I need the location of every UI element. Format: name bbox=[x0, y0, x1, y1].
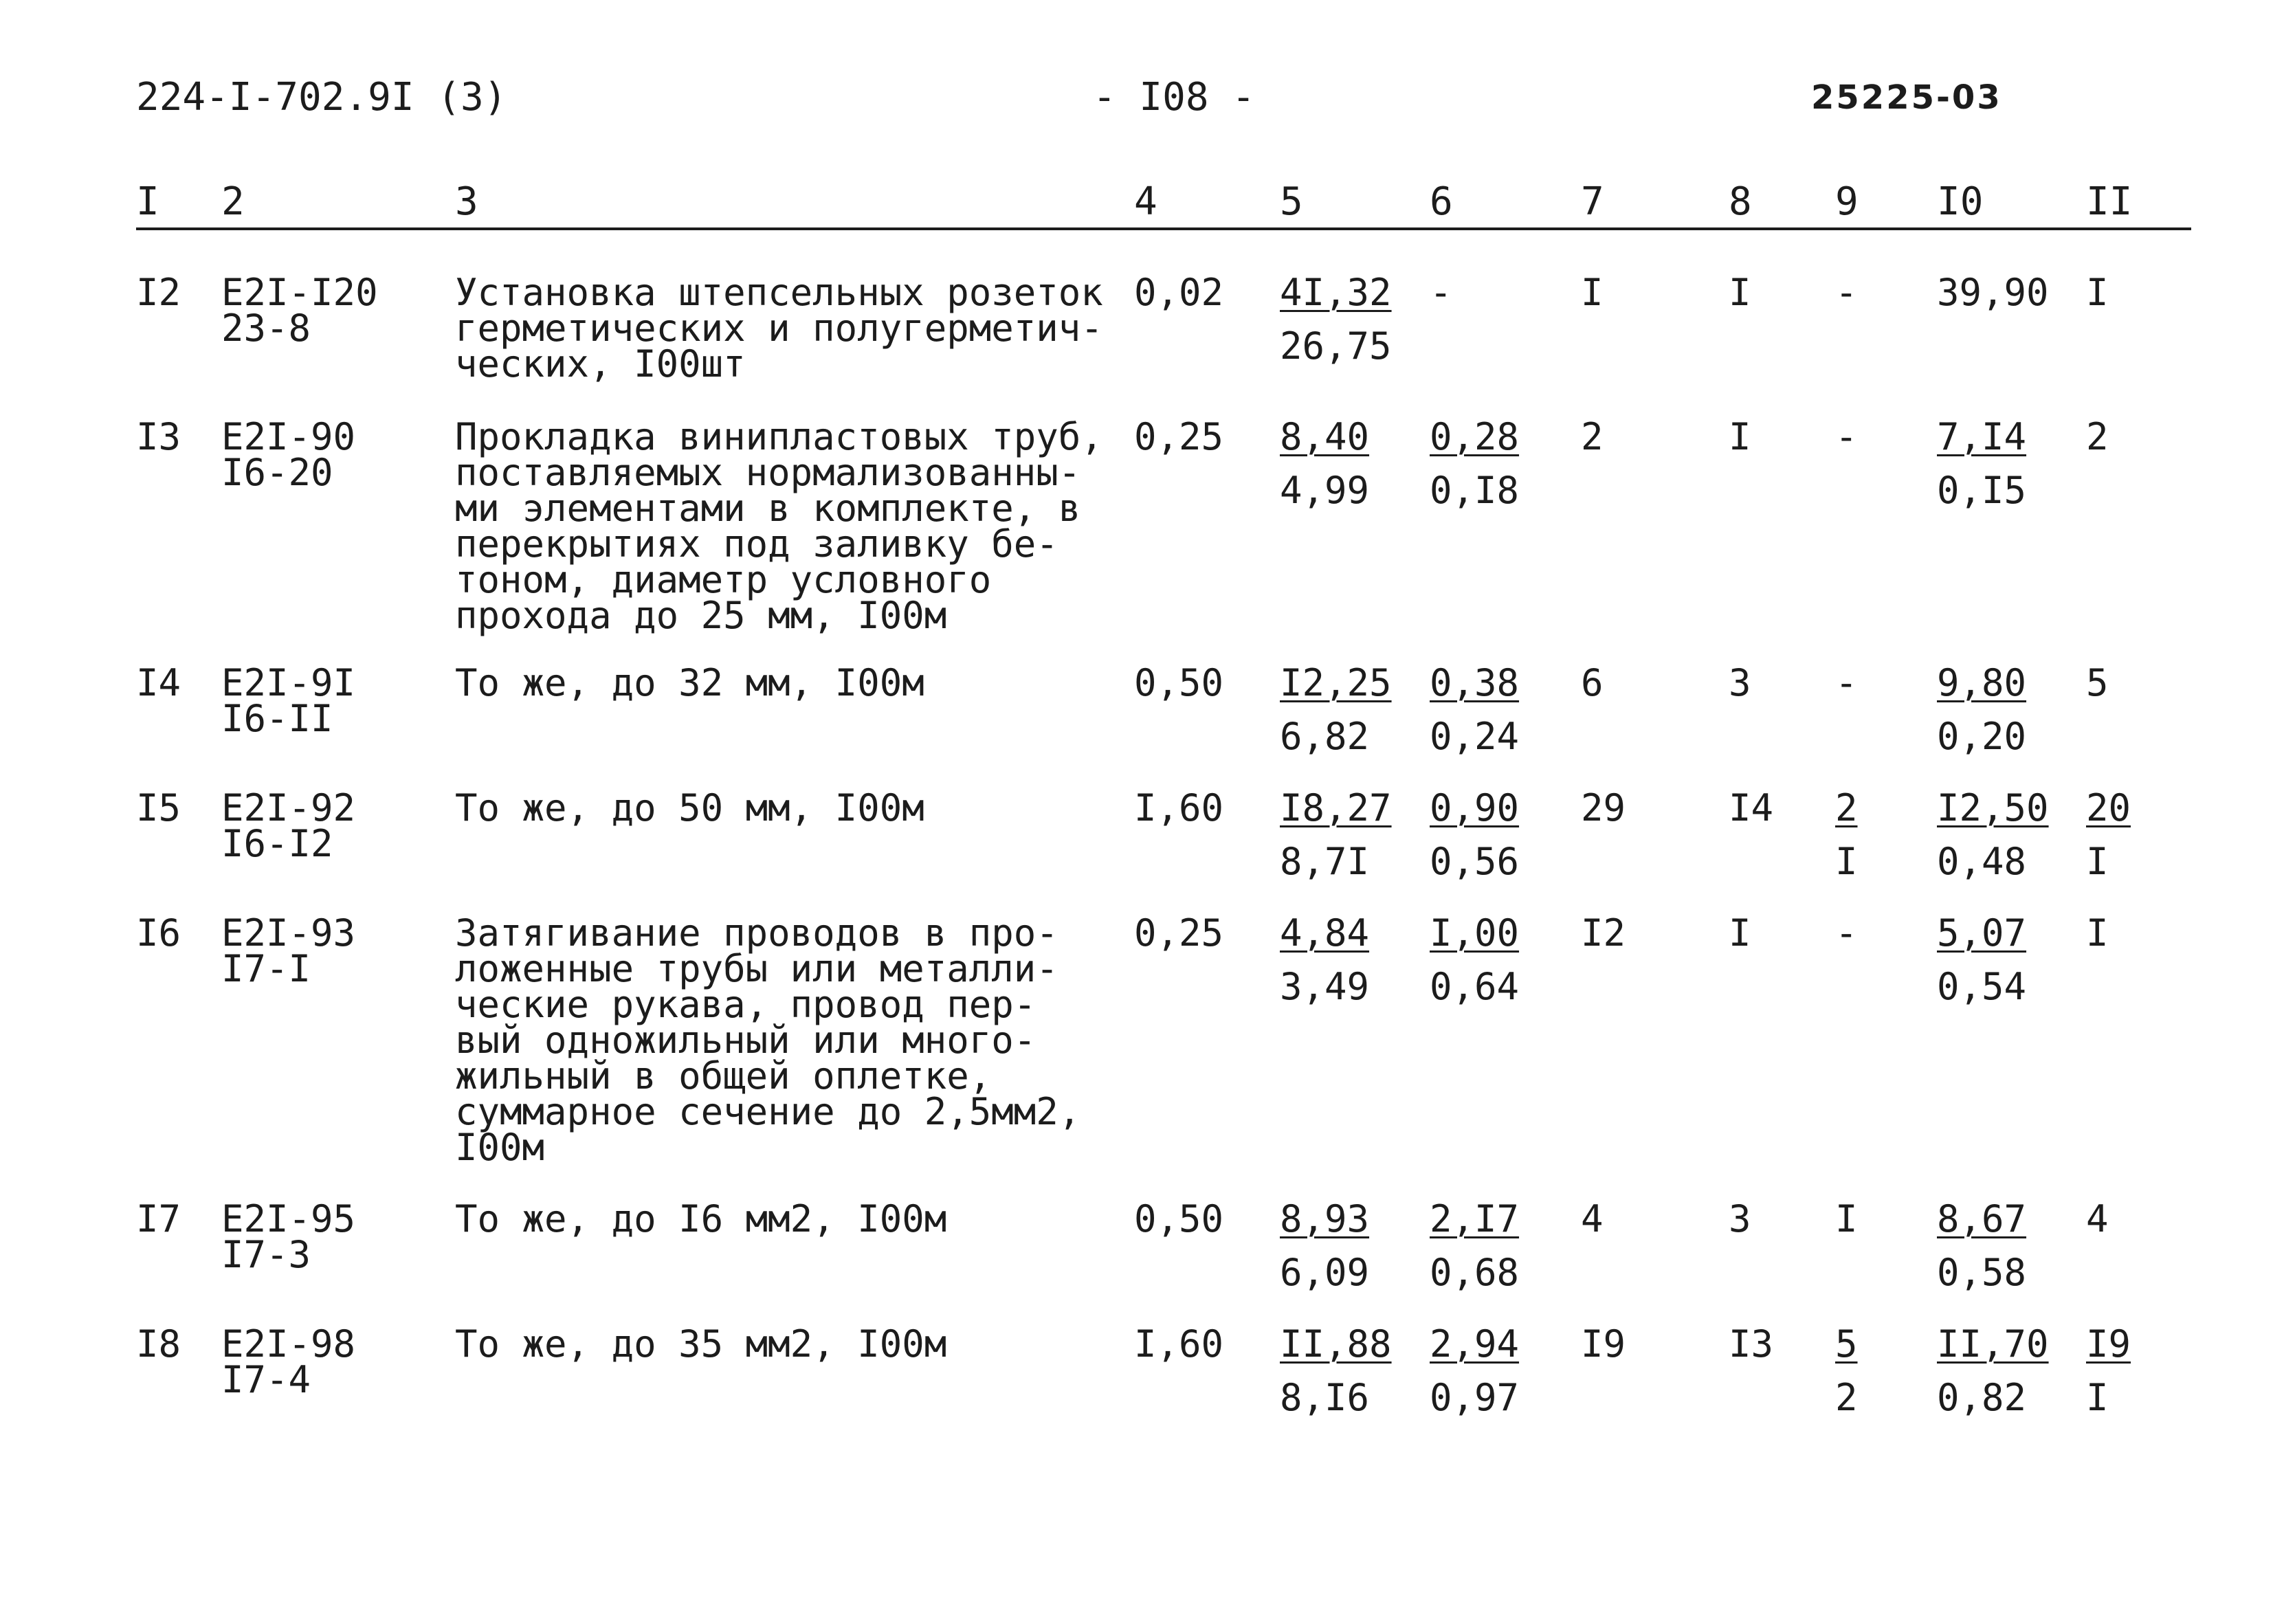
c9-denominator: 2 bbox=[1835, 1376, 1858, 1419]
work-description-line: ложенные трубы или металли- bbox=[455, 947, 1058, 990]
c11-numerator: I bbox=[2086, 271, 2109, 314]
c11-numerator: 20 bbox=[2086, 786, 2131, 830]
col7-value: I9 bbox=[1581, 1322, 1626, 1366]
c6-numerator: 0,38 bbox=[1430, 661, 1520, 704]
norm-code-sub: I6-I2 bbox=[221, 822, 333, 865]
c11-numerator: 2 bbox=[2086, 415, 2109, 458]
document-code: 224-I-702.9I (3) bbox=[136, 75, 507, 120]
work-description-line: поставляемых нормализованны- bbox=[455, 451, 1081, 494]
norm-code: E2I-93 bbox=[221, 911, 356, 955]
column-header-6: 6 bbox=[1430, 179, 1453, 224]
col7-value: 2 bbox=[1581, 415, 1604, 458]
c11-numerator: 4 bbox=[2086, 1197, 2109, 1241]
c11-numerator: 5 bbox=[2086, 661, 2109, 704]
col8-value: 3 bbox=[1729, 661, 1751, 704]
work-description-line: То же, до 32 мм, I00м bbox=[455, 661, 924, 704]
work-description-line: То же, до 50 мм, I00м bbox=[455, 786, 924, 830]
c5-numerator: 4,84 bbox=[1280, 911, 1370, 955]
norm-code-sub: I6-II bbox=[221, 697, 333, 740]
work-description-line: Установка штепсельных розеток bbox=[455, 271, 1103, 314]
work-description-line: вый одножильный или много- bbox=[455, 1019, 1036, 1062]
c9-denominator: I bbox=[1835, 840, 1858, 883]
c6-numerator: - bbox=[1430, 271, 1452, 314]
c10-denominator: 0,I5 bbox=[1937, 469, 2027, 512]
row-number: I5 bbox=[136, 786, 181, 830]
column-header-10: I0 bbox=[1937, 179, 1984, 224]
col4-value: 0,50 bbox=[1134, 1197, 1224, 1241]
c11-numerator: I bbox=[2086, 911, 2109, 955]
c5-denominator: 4,99 bbox=[1280, 469, 1370, 512]
work-description-line: То же, до 35 мм2, I00м bbox=[455, 1322, 947, 1366]
c5-denominator: 8,7I bbox=[1280, 840, 1370, 883]
c10-numerator: 39,90 bbox=[1937, 271, 2049, 314]
c10-numerator: 8,67 bbox=[1937, 1197, 2027, 1241]
norm-code-sub: I7-I bbox=[221, 947, 311, 990]
work-description-line: Прокладка винипластовых труб, bbox=[455, 415, 1103, 458]
col4-value: 0,25 bbox=[1134, 911, 1224, 955]
c9-numerator: - bbox=[1835, 415, 1858, 458]
column-header-9: 9 bbox=[1835, 179, 1859, 224]
work-description-line: ческие рукава, провод пер- bbox=[455, 983, 1036, 1026]
column-header-1: I bbox=[136, 179, 159, 224]
c10-denominator: 0,48 bbox=[1937, 840, 2027, 883]
sheet-code: 25225-03 bbox=[1811, 78, 2002, 117]
norm-code: E2I-92 bbox=[221, 786, 356, 830]
c5-denominator: 8,I6 bbox=[1280, 1376, 1370, 1419]
row-number: I6 bbox=[136, 911, 181, 955]
c11-numerator: I9 bbox=[2086, 1322, 2131, 1366]
norm-code: E2I-98 bbox=[221, 1322, 356, 1366]
c6-denominator: 0,24 bbox=[1430, 715, 1520, 758]
c6-denominator: 0,68 bbox=[1430, 1251, 1520, 1294]
col4-value: 0,25 bbox=[1134, 415, 1224, 458]
column-header-7: 7 bbox=[1581, 179, 1604, 224]
norm-code-sub: I7-3 bbox=[221, 1233, 311, 1276]
column-header-3: 3 bbox=[455, 179, 478, 224]
col4-value: 0,50 bbox=[1134, 661, 1224, 704]
col8-value: I bbox=[1729, 271, 1751, 314]
c5-denominator: 3,49 bbox=[1280, 965, 1370, 1008]
column-header-5: 5 bbox=[1280, 179, 1303, 224]
work-description-line: жильный в общей оплетке, bbox=[455, 1054, 992, 1098]
c10-numerator: 5,07 bbox=[1937, 911, 2027, 955]
c6-denominator: 0,97 bbox=[1430, 1376, 1520, 1419]
col7-value: I bbox=[1581, 271, 1604, 314]
work-description-line: I00м bbox=[455, 1126, 545, 1169]
col8-value: I bbox=[1729, 911, 1751, 955]
row-number: I7 bbox=[136, 1197, 181, 1241]
c10-denominator: 0,20 bbox=[1937, 715, 2027, 758]
col8-value: I4 bbox=[1729, 786, 1774, 830]
c5-denominator: 6,82 bbox=[1280, 715, 1370, 758]
work-description-line: герметических и полугерметич- bbox=[455, 307, 1103, 350]
norm-code-sub: 23-8 bbox=[221, 307, 311, 350]
norm-code: E2I-95 bbox=[221, 1197, 356, 1241]
work-description-line: прохода до 25 мм, I00м bbox=[455, 594, 947, 637]
norm-code-sub: I6-20 bbox=[221, 451, 333, 494]
work-description-line: суммарное сечение до 2,5мм2, bbox=[455, 1090, 1081, 1133]
column-header-8: 8 bbox=[1729, 179, 1752, 224]
c6-denominator: 0,64 bbox=[1430, 965, 1520, 1008]
c9-numerator: - bbox=[1835, 911, 1858, 955]
c6-numerator: 0,90 bbox=[1430, 786, 1520, 830]
work-description-line: перекрытиях под заливку бе- bbox=[455, 522, 1058, 566]
c10-denominator: 0,58 bbox=[1937, 1251, 2027, 1294]
c9-numerator: - bbox=[1835, 661, 1858, 704]
c11-denominator: I bbox=[2086, 840, 2109, 883]
col4-value: 0,02 bbox=[1134, 271, 1224, 314]
c5-numerator: I2,25 bbox=[1280, 661, 1392, 704]
page-number: - I08 - bbox=[1093, 75, 1256, 120]
norm-code-sub: I7-4 bbox=[221, 1358, 311, 1401]
work-description-line: ческих, I00шт bbox=[455, 342, 746, 386]
norm-code: E2I-90 bbox=[221, 415, 356, 458]
c5-numerator: II,88 bbox=[1280, 1322, 1392, 1366]
c10-denominator: 0,82 bbox=[1937, 1376, 2027, 1419]
c10-numerator: 7,I4 bbox=[1937, 415, 2027, 458]
row-number: I2 bbox=[136, 271, 181, 314]
row-number: I4 bbox=[136, 661, 181, 704]
col8-value: 3 bbox=[1729, 1197, 1751, 1241]
c10-numerator: II,70 bbox=[1937, 1322, 2049, 1366]
norm-code: E2I-I20 bbox=[221, 271, 378, 314]
c6-numerator: 2,94 bbox=[1430, 1322, 1520, 1366]
column-header-11: II bbox=[2086, 179, 2133, 224]
col4-value: I,60 bbox=[1134, 1322, 1224, 1366]
c9-numerator: 5 bbox=[1835, 1322, 1858, 1366]
c5-numerator: I8,27 bbox=[1280, 786, 1392, 830]
work-description-line: ми элементами в комплекте, в bbox=[455, 487, 1081, 530]
c6-numerator: 2,I7 bbox=[1430, 1197, 1520, 1241]
col8-value: I bbox=[1729, 415, 1751, 458]
c5-denominator: 6,09 bbox=[1280, 1251, 1370, 1294]
c9-numerator: I bbox=[1835, 1197, 1858, 1241]
header-rule bbox=[136, 227, 2191, 230]
c6-denominator: 0,I8 bbox=[1430, 469, 1520, 512]
col7-value: I2 bbox=[1581, 911, 1626, 955]
c5-denominator: 26,75 bbox=[1280, 324, 1392, 368]
col7-value: 6 bbox=[1581, 661, 1604, 704]
c5-numerator: 8,40 bbox=[1280, 415, 1370, 458]
col7-value: 29 bbox=[1581, 786, 1626, 830]
norm-code: E2I-9I bbox=[221, 661, 356, 704]
c6-numerator: I,00 bbox=[1430, 911, 1520, 955]
column-header-4: 4 bbox=[1134, 179, 1157, 224]
c10-numerator: I2,50 bbox=[1937, 786, 2049, 830]
col8-value: I3 bbox=[1729, 1322, 1774, 1366]
c6-denominator: 0,56 bbox=[1430, 840, 1520, 883]
row-number: I8 bbox=[136, 1322, 181, 1366]
col4-value: I,60 bbox=[1134, 786, 1224, 830]
column-header-2: 2 bbox=[221, 179, 245, 224]
c6-numerator: 0,28 bbox=[1430, 415, 1520, 458]
c10-numerator: 9,80 bbox=[1937, 661, 2027, 704]
work-description-line: Затягивание проводов в про- bbox=[455, 911, 1058, 955]
c5-numerator: 4I,32 bbox=[1280, 271, 1392, 314]
col7-value: 4 bbox=[1581, 1197, 1604, 1241]
c9-numerator: 2 bbox=[1835, 786, 1858, 830]
row-number: I3 bbox=[136, 415, 181, 458]
work-description-line: То же, до I6 мм2, I00м bbox=[455, 1197, 947, 1241]
work-description-line: тоном, диаметр условного bbox=[455, 558, 992, 601]
c11-denominator: I bbox=[2086, 1376, 2109, 1419]
c10-denominator: 0,54 bbox=[1937, 965, 2027, 1008]
c9-numerator: - bbox=[1835, 271, 1858, 314]
c5-numerator: 8,93 bbox=[1280, 1197, 1370, 1241]
